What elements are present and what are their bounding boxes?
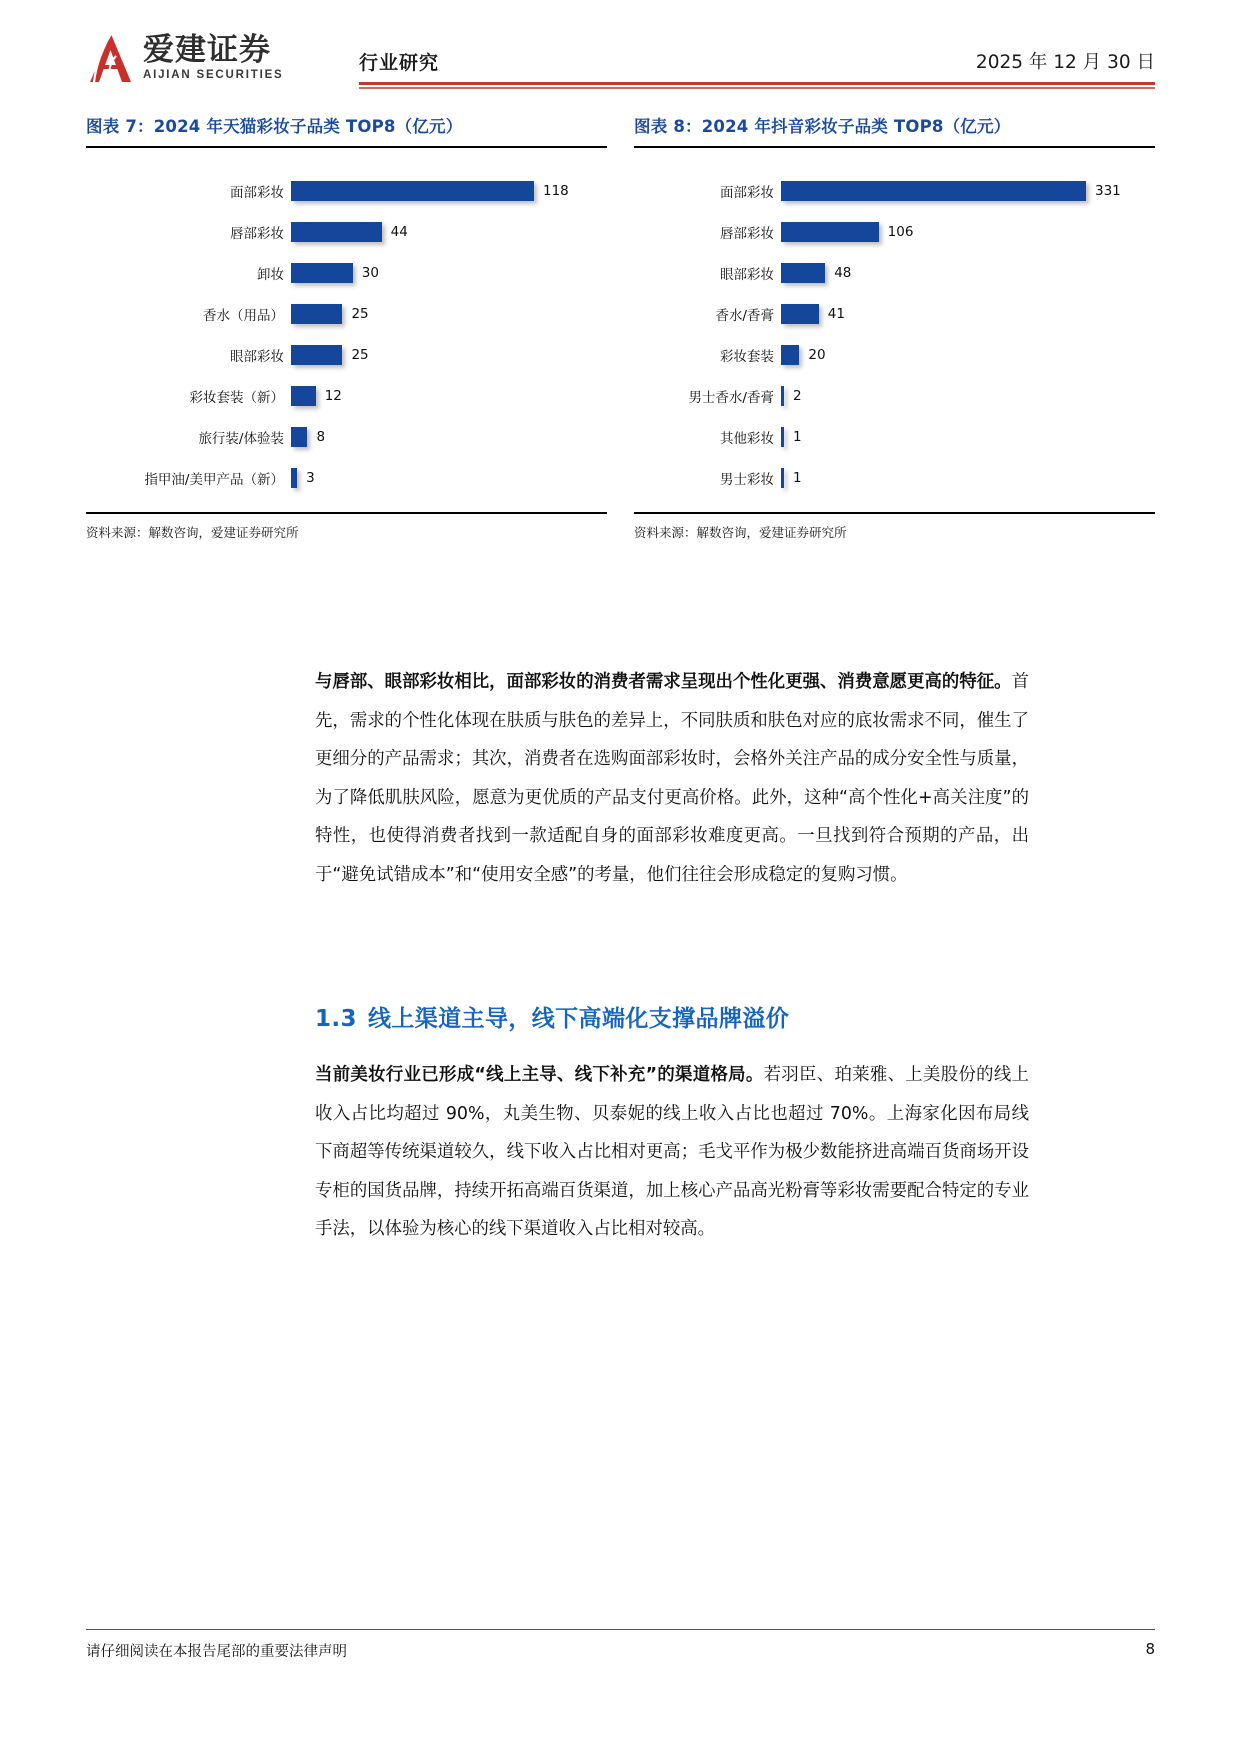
bar-row <box>86 293 607 334</box>
bar <box>781 181 1086 201</box>
footer-rule <box>86 1629 1155 1630</box>
bar-category-label: 唇部彩妆 <box>230 225 284 242</box>
exhibit-8 <box>634 113 1155 541</box>
bar <box>781 222 879 242</box>
bar-value-label: 48 <box>834 264 852 281</box>
bar-track <box>781 386 1155 406</box>
bar-row <box>634 170 1155 211</box>
bar <box>291 222 382 242</box>
footer-legal-note: 请仔细阅读在本报告尾部的重要法律声明 <box>86 1644 347 1660</box>
bar-row <box>86 375 607 416</box>
exhibit-8-chart <box>634 148 1155 506</box>
bar-track <box>781 427 1155 447</box>
bar-track <box>781 468 1155 488</box>
bar-row <box>86 457 607 498</box>
bar-category-label: 彩妆套装（新） <box>189 389 284 406</box>
bar-track <box>291 345 607 365</box>
bar-value-label: 106 <box>887 223 914 240</box>
exhibit-8-title: 图表 8：2024 年抖音彩妆子品类 TOP8（亿元） <box>634 117 1011 136</box>
bar-value-label: 1 <box>793 469 802 486</box>
bar-value-label: 25 <box>351 346 369 363</box>
bar-value-label: 118 <box>543 182 569 199</box>
bar-track <box>291 386 607 406</box>
page-header <box>86 32 1155 94</box>
bar-value-label: 331 <box>1095 182 1121 199</box>
bar-value-label: 20 <box>808 346 826 363</box>
exhibit-row <box>86 113 1155 541</box>
paragraph-1 <box>315 663 1029 894</box>
bar-track <box>291 181 607 201</box>
bar-category-label: 唇部彩妆 <box>720 225 774 242</box>
bar-category-label: 卸妆 <box>257 266 284 283</box>
bar-value-label: 30 <box>361 264 379 281</box>
bar <box>781 345 799 365</box>
bar-value-label: 8 <box>316 428 326 445</box>
bar-track <box>781 304 1155 324</box>
bar-track <box>781 222 1155 242</box>
paragraph-2-lead: 当前美妆行业已形成“线上主导、线下补充”的渠道格局。 <box>315 1065 764 1085</box>
aijian-a-mark-icon <box>86 32 136 84</box>
exhibit-7 <box>86 113 607 541</box>
logo-text <box>143 31 284 82</box>
exhibit-7-title: 图表 7：2024 年天猫彩妆子品类 TOP8（亿元） <box>86 117 463 136</box>
bar-row <box>634 334 1155 375</box>
company-logo <box>86 32 284 84</box>
bar <box>291 304 342 324</box>
bar <box>291 263 353 283</box>
bar-category-label: 面部彩妆 <box>720 184 774 201</box>
section-heading-block <box>315 1000 1029 1033</box>
bar <box>291 345 342 365</box>
exhibit-8-source: 资料来源：解数咨询，爱建证券研究所 <box>634 524 847 540</box>
bar-category-label: 香水（用品） <box>203 307 284 324</box>
bar-track <box>291 468 607 488</box>
bar-value-label: 2 <box>793 387 802 404</box>
header-date: 2025 年 12 月 30 日 <box>975 52 1155 73</box>
paragraph-1-rest: 首先，需求的个性化体现在肤质与肤色的差异上，不同肤质和肤色对应的底妆需求不同，催生了更细分的产品需求；其次，消费者在选购面部彩妆时，会格外关注产品的成分安全性与质量，为了降低肌肤风险，愿意为更优质的产品支付更高价格。此外，这种“高个性化+高关注度”的特性，也使得消费者找到一款适配自身的面部彩妆难度更高。一旦找到符合预期的产品，出于“避免试错成本”和“使用安全感”的考量，他们往往会形成稳定的复购习惯。 <box>315 672 1029 885</box>
bar-track <box>291 427 607 447</box>
header-rule-primary <box>359 82 1155 85</box>
exhibit-7-source: 资料来源：解数咨询，爱建证券研究所 <box>86 524 299 540</box>
bar-value-label: 44 <box>390 223 408 240</box>
paragraph-2-rest: 若羽臣、珀莱雅、上美股份的线上收入占比均超过 90%，丸美生物、贝泰妮的线上收入占比也超过 70%。上海家化因布局线下商超等传统渠道较久，线下收入占比相对更高；毛戈平作为极少数能挤进高端百货商场开设专柜的国货品牌，持续开拓高端百货渠道，加上核心产品高光粉膏等彩妆需要配合特定的专业手法，以体验为核心的线下渠道收入占比相对较高。 <box>315 1065 1029 1239</box>
bar-category-label: 彩妆套装 <box>720 348 774 365</box>
bar-category-label: 指甲油/美甲产品（新） <box>144 471 284 488</box>
bar-row <box>86 416 607 457</box>
bar-track <box>291 263 607 283</box>
section-number: 1.3 <box>315 1006 357 1032</box>
bar-row <box>86 252 607 293</box>
paragraph-1-lead: 与唇部、眼部彩妆相比，面部彩妆的消费者需求呈现出个性化更强、消费意愿更高的特征。 <box>315 672 1012 692</box>
bar-row <box>86 211 607 252</box>
bar-row <box>634 293 1155 334</box>
footer-page-number: 8 <box>1145 1640 1155 1658</box>
bar-value-label: 12 <box>324 387 342 404</box>
section-heading-1-3 <box>315 1000 1029 1033</box>
exhibit-7-chart <box>86 148 607 506</box>
bar <box>291 427 307 447</box>
bar-category-label: 眼部彩妆 <box>230 348 284 365</box>
bar-category-label: 面部彩妆 <box>230 184 284 201</box>
bar-value-label: 41 <box>827 305 845 322</box>
bar-category-label: 眼部彩妆 <box>720 266 774 283</box>
bar-track <box>291 304 607 324</box>
bar <box>781 304 819 324</box>
bar-row <box>634 211 1155 252</box>
bar-row <box>634 416 1155 457</box>
bar-row <box>634 252 1155 293</box>
bar-value-label: 25 <box>351 305 369 322</box>
section-title: 线上渠道主导，线下高端化支撑品牌溢价 <box>367 1006 790 1032</box>
bar-category-label: 其他彩妆 <box>720 430 774 447</box>
header-rule-secondary <box>359 87 1155 89</box>
logo-chinese-name: 爱建证券 <box>143 31 271 68</box>
body-paragraph-2-block <box>315 1056 1029 1249</box>
bar-track <box>781 263 1155 283</box>
paragraph-2 <box>315 1056 1029 1249</box>
bar <box>291 181 534 201</box>
header-report-type: 行业研究 <box>359 52 440 74</box>
bar-row <box>634 375 1155 416</box>
logo-english-name: AIJIAN SECURITIES <box>143 68 284 81</box>
bar-row <box>86 170 607 211</box>
bar-category-label: 旅行装/体验装 <box>198 430 284 447</box>
bar-value-label: 3 <box>306 469 315 486</box>
bar-track <box>781 345 1155 365</box>
bar-track <box>781 181 1155 201</box>
bar-value-label: 1 <box>793 428 802 445</box>
bar-category-label: 男士香水/香膏 <box>688 389 774 406</box>
bar-category-label: 香水/香膏 <box>715 307 774 324</box>
bar-track <box>291 222 607 242</box>
bar <box>781 263 825 283</box>
bar <box>291 386 316 406</box>
bar-row <box>86 334 607 375</box>
bar-row <box>634 457 1155 498</box>
bar-category-label: 男士彩妆 <box>720 471 774 488</box>
body-paragraph-1-block <box>315 663 1029 894</box>
